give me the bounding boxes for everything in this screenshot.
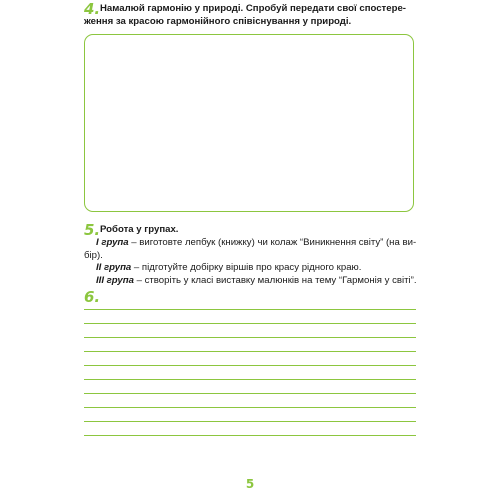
drawing-area[interactable]: [84, 34, 414, 212]
writing-line[interactable]: [84, 435, 416, 436]
writing-line[interactable]: [84, 337, 416, 338]
group-1-line-2: бір).: [84, 249, 103, 261]
writing-line[interactable]: [84, 393, 416, 394]
task-6-number: 6.: [84, 288, 101, 306]
writing-line[interactable]: [84, 407, 416, 408]
group-3-label: III група: [96, 274, 134, 286]
writing-line[interactable]: [84, 351, 416, 352]
task-4-line-2: ження за красою гармонійного співіснування у природі.: [84, 15, 352, 27]
writing-line[interactable]: [84, 379, 416, 380]
writing-line[interactable]: [84, 309, 416, 310]
group-2-label: II група: [96, 262, 132, 273]
group-1-line: [96, 237, 416, 250]
group-1-text: – виготовте лепбук (книжку) чи колаж “Виникнення світу” (на ви-: [128, 237, 417, 248]
group-1-label: I група: [96, 237, 129, 248]
page-number: 5: [245, 477, 255, 491]
writing-line[interactable]: [84, 365, 416, 366]
group-2-text: – підготуйте добірку віршів про красу рідного краю.: [131, 262, 362, 273]
task-5-number: 5.: [84, 221, 101, 239]
group-3-line: [96, 275, 417, 288]
writing-line[interactable]: [84, 421, 416, 422]
task-5-title: Робота у групах.: [100, 224, 179, 235]
task-4-number: 4.: [84, 0, 101, 18]
group-2-line: [96, 262, 361, 275]
group-3-text: – створіть у класі виставку малюнків на тему “Гармонія у світі”.: [133, 274, 417, 286]
task-4-line-1: Намалюй гармонію у природі. Спробуй передати свої спостере-: [100, 3, 406, 14]
writing-line[interactable]: [84, 323, 416, 324]
